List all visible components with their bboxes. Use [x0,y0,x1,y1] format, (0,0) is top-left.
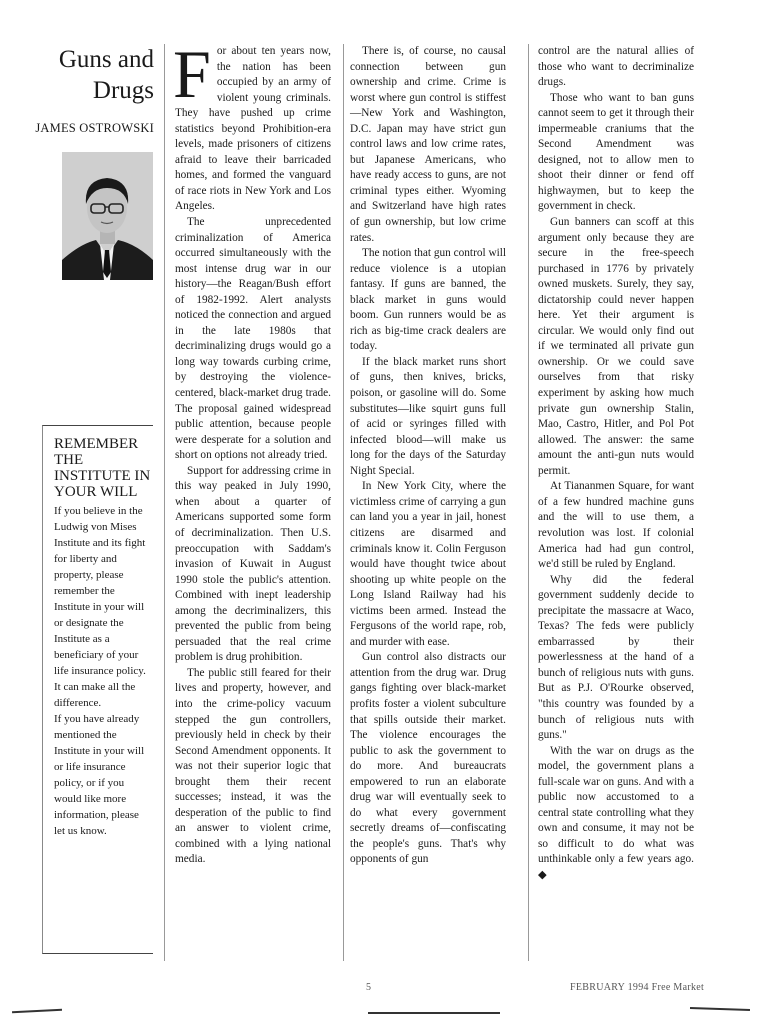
article-column-3 [538,44,694,884]
body-paragraph: Gun control also distracts our attention from the drug war. Drug gangs fighting over black-market profits foster a violent subculture that spills outside their market. The violence encourages the public to ask the government to do more. And bureaucrats empowered to run an elaborate drug war will eventually seek to do what every government secretly dreams of—confiscating the people's guns. That's why opponents of gun [350,651,506,866]
body-paragraph: Support for addressing crime in this way peaked in July 1990, when about a quarter of Americans supported some form of decriminalization. Then U.S. preoccupation with Saddam's invasion of Kuwait in August 1990 stole the public's attention. Combined with inept leadership among the decriminalizers, this prevented the public from being persuaded that the real crime problem is drug prohibition. [175,464,331,664]
body-paragraph: At Tiananmen Square, for want of a few hundred machine guns and the will to use them, a revolution was lost. If colonial America had had gun control, we'd still be ruled by England. [538,480,694,571]
body-paragraph: If the black market runs short of guns, then knives, bricks, poison, or gasoline will do. Some substitutes—like squirt guns full of acid or syringes filled with infected blood—will make us long for the days of the Saturday Night Special. [350,355,506,477]
final-paragraph-text: With the war on drugs as the model, the government plans a full-scale war on guns. And with a public now accustomed to a central state controlling what they own and consume, it may not be so difficult to do what was unthinkable only a few years ago. [538,744,694,866]
column-rule [164,44,165,961]
title-line-2: Drugs [92,77,154,104]
article-title [20,44,154,106]
author-photo [62,152,153,280]
scan-mark [690,1007,750,1011]
column-rule [343,44,344,961]
drop-cap-paragraph-text: or about ten years now, the nation has been occupied by an army of violent young criminals. They have pushed up crime statistics beyond Prohibition-era levels, made prisoners of citizens afraid to leave their barricaded homes, and formed the vanguard of race riots in New York and Los Angeles. [175,45,331,213]
end-mark-icon: ◆ [538,868,547,881]
sidebar-paragraph: If you believe in the Ludwig von Mises Institute and its fight for liberty and property, please remember the Institute in your will or designate the Institute as a beneficiary of your life insurance policy. It can make all the difference. [54,505,146,709]
author-portrait-image [62,152,153,280]
body-paragraph: There is, of course, no causal connection between gun ownership and crime. Crime is worst where gun control is stiffest—New York and Washington, D.C. Japan may have strict gun control laws and low crime rates, but Japanese Americans, who have ready access to guns, are not criminal types either. Wyoming and Switzerland have high rates of gun ownership, but low crime rates. [350,45,506,244]
body-paragraph: The unprecedented criminalization of America occurred simultaneously with the most intense drug war in our history—the Reagan/Bush effort of 1982-1992. Alert analysts noticed the connection and argued in the late 1980s that decriminalizing drugs would go a long way towards curbing crime, by destroying the violence-centered, black-market drug trade. The proposal gained widespread public attention, because people were desperate for a solution and short on options not already tried. [175,216,331,462]
body-paragraph: In New York City, where the victimless crime of carrying a gun can land you a year in jail, honest citizens are disarmed and criminals know it. Colin Ferguson would have thought twice about shooting up white people on the Long Island Railway had his victims been armed. Instead the Fergusons of the world rape, rob, and murder with ease. [350,480,506,648]
body-paragraph: Gun banners can scoff at this argument only because they are secure in the free-speech purchased in 1776 by privately owned muskets. Surely, they say, dictatorship could never happen here. Yet their argument is circular. We would only find out if we terminated all private gun ownership. Or we could save ourselves from that risky experiment by asking how much private gun ownership Stalin, Mao, Castro, Hitler, and Pol Pot allowed. The answer: the same amount the anti-gun nuts would permit. [538,216,694,477]
drop-cap: F [173,36,211,112]
scan-mark [12,1009,62,1013]
sidebar-paragraph: If you have already mentioned the Institute in your will or life insurance policy, or if you would like more information, please let us know. [54,713,145,837]
article-column-1 [173,36,331,868]
running-footer: FEBRUARY 1994 Free Market [570,982,705,993]
author-byline: JAMES OSTROWSKI [35,121,154,135]
sidebar-box [42,425,153,954]
body-paragraph [538,744,694,884]
title-line-1: Guns and [58,46,154,73]
sidebar-body [54,503,153,839]
body-paragraph [173,36,331,215]
page-number: 5 [366,982,371,993]
body-paragraph: Why did the federal government suddenly decide to precipitate the massacre at Waco, Texas? The feds were publicly embarrassed by their powerlessness at the hand of a bunch of religious nuts with guns. But as P.J. O'Rourke observed, "this country was founded by a bunch of religious nuts with guns." [538,573,694,742]
body-paragraph: The notion that gun control will reduce violence is a utopian fantasy. If guns are banned, the black market in guns would boom. Gun runners would be as rich as big-time crack dealers are today. [350,247,507,353]
body-paragraph: Those who want to ban guns cannot seem to get it through their impermeable craniums that the Second Amendment was designed, not to allow men to shoot their dinner or fend off highwaymen, but to keep the government in check. [538,91,694,213]
body-paragraph: control are the natural allies of those who want to decriminalize drugs. [538,45,694,89]
sidebar-heading: REMEMBER THE INSTITUTE IN YOUR WILL [54,436,151,500]
column-rule [528,44,529,961]
body-paragraph: The public still feared for their lives and property, however, and into the crime-policy vacuum stepped the gun controllers, previously held in check by their Second Amendment opponents. It was not their superior logic that brought them their recent successes; instead, it was the desperation of the public to find an answer to violent crime, combined with a lying national media. [175,666,331,866]
scan-mark [368,1012,500,1014]
article-column-2 [350,44,506,868]
